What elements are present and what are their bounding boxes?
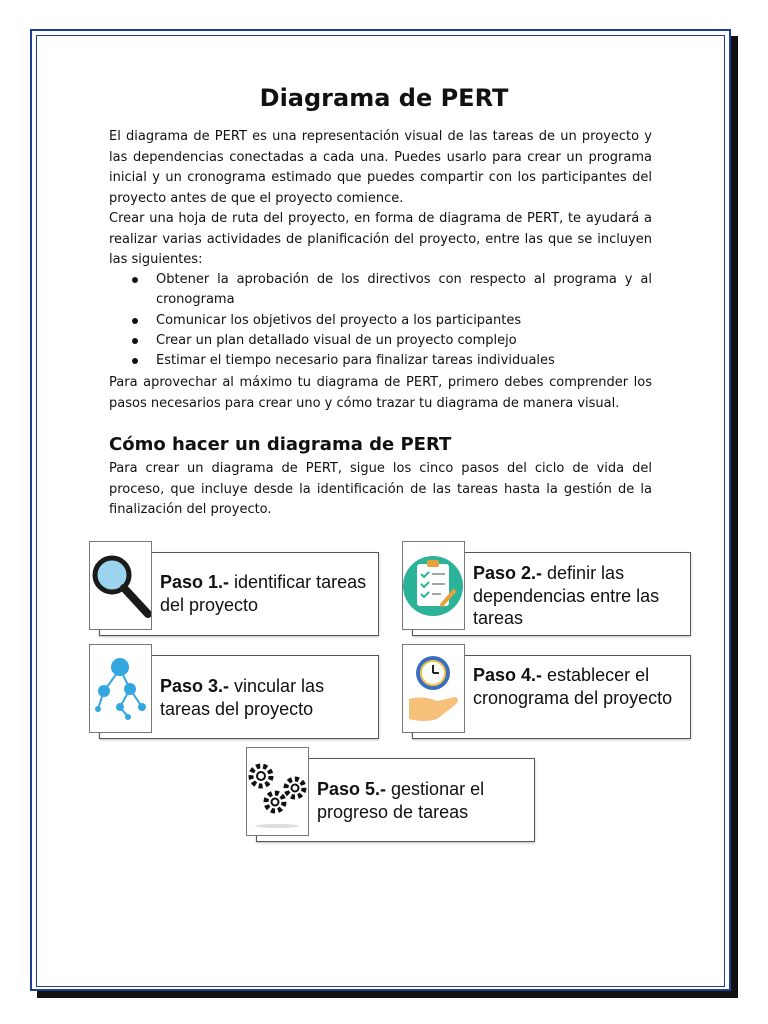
bullet-icon: [132, 318, 138, 324]
closing-paragraph: Para aprovechar al máximo tu diagrama de PERT, primero debes comprender los pasos necesarios para crear uno y cómo trazar tu diagrama de manera visual.: [109, 375, 652, 411]
magnifier-icon: [89, 541, 152, 630]
roadmap-paragraph: Crear una hoja de ruta del proyecto, en forma de diagrama de PERT, te ayudará a realizar varias actividades de planificación del proyecto, entre las que se incluyen las siguientes:: [109, 211, 652, 267]
section-heading: Cómo hacer un diagrama de PERT: [109, 434, 452, 455]
list-item: Estimar el tiempo necesario para finalizar tareas individuales: [109, 351, 652, 371]
step-text: Paso 1.- identificar tareas del proyecto: [160, 572, 367, 615]
step-text: Paso 5.- gestionar el progreso de tareas: [317, 779, 485, 822]
checklist-icon: [402, 541, 465, 630]
list-item: Obtener la aprobación de los directivos con respecto al programa y al cronograma: [109, 270, 652, 311]
page-title: Diagrama de PERT: [259, 84, 509, 112]
bullet-icon: [132, 338, 138, 344]
bullet-icon: [132, 277, 138, 283]
activities-list: [109, 270, 652, 371]
gears-icon: [246, 747, 309, 836]
step-text: Paso 2.- definir las dependencias entre las tareas: [473, 563, 660, 628]
clock-hand-icon: [402, 644, 465, 733]
list-item: Comunicar los objetivos del proyecto a los participantes: [109, 311, 652, 331]
list-item: Crear un plan detallado visual de un proyecto complejo: [109, 331, 652, 351]
step-text: Paso 4.- establecer el cronograma del proyecto: [473, 665, 673, 708]
step-text: Paso 3.- vincular las tareas del proyecto: [160, 676, 325, 719]
bullet-icon: [132, 358, 138, 364]
intro-paragraph: El diagrama de PERT es una representación visual de las tareas de un proyecto y las dependencias conectadas a cada una. Puedes usarlo para crear un programa inicial y un cronograma estimado que puedes compartir con los participantes del proyecto antes de que el proyecto comience.: [109, 129, 652, 206]
network-icon: [89, 644, 152, 733]
steps-intro-paragraph: Para crear un diagrama de PERT, sigue los cinco pasos del ciclo de vida del proceso, que incluye desde la identificación de las tareas hasta la gestión de la finalización del proyecto.: [109, 461, 652, 517]
